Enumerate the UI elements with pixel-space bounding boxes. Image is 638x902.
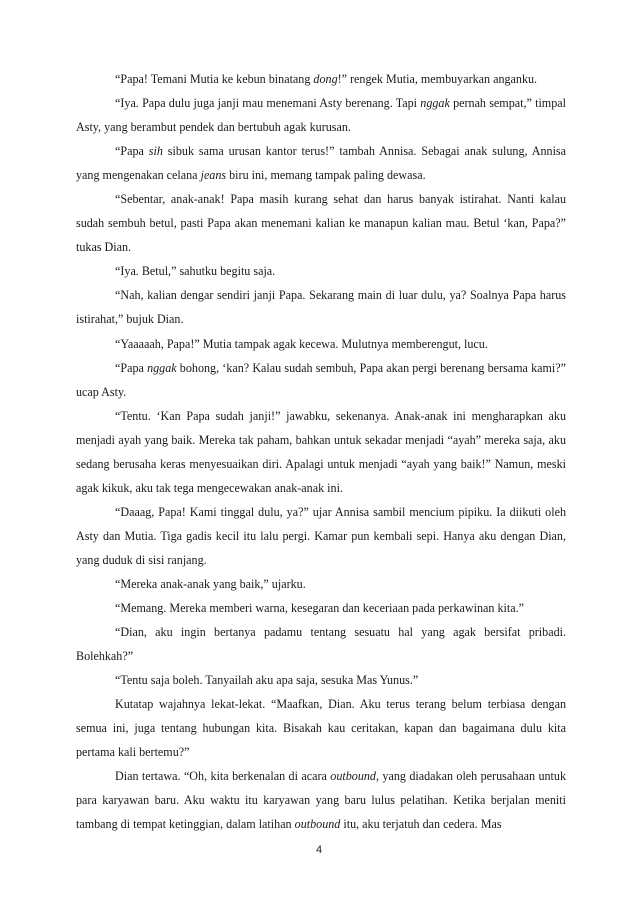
paragraph: “Iya. Papa dulu juga janji mau menemani Asty berenang. Tapi nggak pernah sempat,” timpal Asty, yang berambut pendek dan bertubuh agak kurusan. — [76, 96, 566, 135]
paragraph: “Sebentar, anak-anak! Papa masih kurang sehat dan harus banyak istirahat. Nanti kalau sudah sembuh betul, pasti Papa akan menemani kalian ke manapun kalian mau. Betul ‘kan, Papa?” tukas Dian. — [76, 192, 566, 255]
paragraph: Dian tertawa. “Oh, kita berkenalan di acara outbound, yang diadakan oleh perusahaan untuk para karyawan baru. Aku waktu itu karyawan yang baru lulus pelatihan. Ketika berjalan meniti tambang di tempat ketinggian, dalam latihan outbound itu, aku terjatuh dan cedera. Mas — [76, 769, 566, 832]
paragraph: “Yaaaaah, Papa!” Mutia tampak agak kecewa. Mulutnya memberengut, lucu. — [115, 336, 488, 351]
paragraph: “Memang. Mereka memberi warna, kesegaran dan keceriaan pada perkawinan kita.” — [115, 601, 524, 616]
paragraph: “Tentu saja boleh. Tanyailah aku apa saja, sesuka Mas Yunus.” — [115, 673, 419, 688]
paragraph: Kutatap wajahnya lekat-lekat. “Maafkan, Dian. Aku terus terang belum terbiasa dengan semua ini, juga tentang hubungan kita. Bisakah kau ceritakan, kapan dan bagaimana dulu kita pertama kali bertemu?” — [76, 697, 566, 760]
body-text — [76, 67, 566, 837]
page-number: 4 — [315, 844, 323, 856]
paragraph: “Tentu. ‘Kan Papa sudah janji!” jawabku, sekenanya. Anak-anak ini mengharapkan aku menjadi ayah yang baik. Mereka tak paham, bahkan untuk sekadar menjadi “ayah” mereka saja, aku sedang berusaha keras menyesuaikan diri. Apalagi untuk menjadi “ayah yang baik!” Namun, meski agak kikuk, aku tak tega mengecewakan anak-anak ini. — [76, 408, 566, 495]
paragraph: “Nah, kalian dengar sendiri janji Papa. Sekarang main di luar dulu, ya? Soalnya Papa harus istirahat,” bujuk Dian. — [76, 288, 566, 327]
paragraph: “Papa nggak bohong, ‘kan? Kalau sudah sembuh, Papa akan pergi berenang bersama kami?” ucap Asty. — [76, 360, 566, 399]
paragraph: “Mereka anak-anak yang baik,” ujarku. — [115, 576, 306, 591]
paragraph: “Daaag, Papa! Kami tinggal dulu, ya?” ujar Annisa sambil mencium pipiku. Ia diikuti oleh Asty dan Mutia. Tiga gadis kecil itu lalu pergi. Kamar pun kembali sepi. Hanya aku dengan Dian, yang duduk di sisi ranjang. — [76, 504, 566, 567]
paragraph: “Iya. Betul,” sahutku begitu saja. — [115, 264, 276, 279]
paragraph: “Papa! Temani Mutia ke kebun binatang dong!” rengek Mutia, membuyarkan anganku. — [115, 72, 538, 86]
paragraph: “Dian, aku ingin bertanya padamu tentang sesuatu hal yang agak bersifat pribadi. Bolehkah?” — [76, 625, 566, 664]
paragraph: “Papa sih sibuk sama urusan kantor terus!” tambah Annisa. Sebagai anak sulung, Annisa yang mengenakan celana jeans biru ini, memang tampak paling dewasa. — [76, 144, 566, 183]
